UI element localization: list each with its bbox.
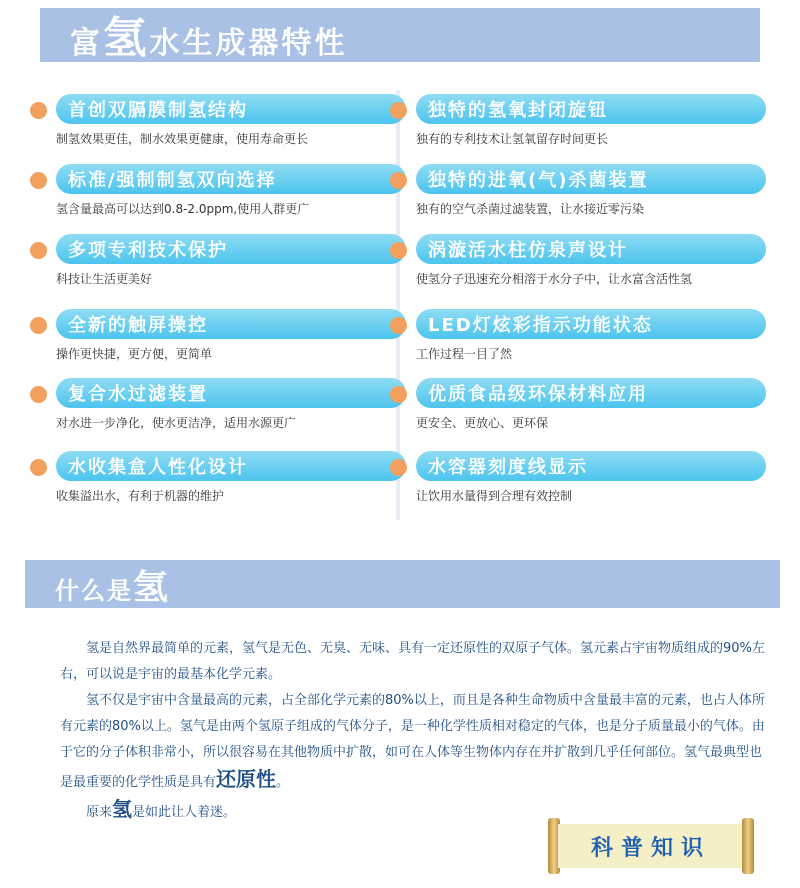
bullet-icon xyxy=(390,459,407,476)
feature-item xyxy=(30,234,390,294)
scroll-badge xyxy=(548,818,754,874)
bullet-icon xyxy=(30,102,47,119)
feature-item xyxy=(30,164,390,224)
feature-title: 独特的进氧(气)杀菌装置 xyxy=(416,164,766,194)
scroll-rod-right xyxy=(742,818,754,874)
feature-description: 独有的专利技术让氢氧留存时间更长 xyxy=(416,132,609,146)
bullet-icon xyxy=(30,172,47,189)
feature-item xyxy=(30,94,390,154)
article xyxy=(60,636,770,826)
feature-item xyxy=(390,164,750,224)
emphasis-text: 还原性 xyxy=(216,767,277,791)
feature-description: 更安全、更放心、更环保 xyxy=(416,416,549,430)
feature-item xyxy=(30,451,390,511)
title-banner xyxy=(40,8,760,62)
feature-description: 氢含量最高可以达到0.8-2.0ppm,使用人群更广 xyxy=(56,202,310,216)
feature-description: 对水进一步净化，使水更洁净，适用水源更广 xyxy=(56,416,297,430)
feature-description: 科技让生活更美好 xyxy=(56,272,153,286)
feature-item xyxy=(390,94,750,154)
feature-description: 工作过程一目了然 xyxy=(416,347,513,361)
bullet-icon xyxy=(30,459,47,476)
feature-item xyxy=(390,234,750,294)
feature-title: 水容器刻度线显示 xyxy=(416,451,766,481)
feature-title: 复合水过滤装置 xyxy=(56,378,406,408)
feature-title: 多项专利技术保护 xyxy=(56,234,406,264)
paragraph-3: 原来氢是如此让人着迷。 xyxy=(86,797,237,821)
feature-item xyxy=(30,378,390,438)
paragraph-2: 氢不仅是宇宙中含量最高的元素，占全部化学元素的80%以上，而且是各种生命物质中含量最丰富的元素，也占人体所有元素的80%以上。氢气是由两个氢原子组成的气体分子，是一种化学性质相对稳定的气体，也是分子质量最小的气体。由于它的分子体积非常小，所以很容易在其他物质中扩散，如可在人体等生物体内存在并扩散到几乎任何部位。氢气最典型也是最重要的化学性质是具有还原性。 xyxy=(60,693,765,791)
page-title: 富氢水生成器特性 xyxy=(70,14,348,64)
feature-title: 全新的触屏操控 xyxy=(56,309,406,339)
feature-description: 操作更快捷，更方便，更简单 xyxy=(56,347,213,361)
feature-description: 收集溢出水，有利于机器的维护 xyxy=(56,489,225,503)
bullet-icon xyxy=(30,242,47,259)
feature-title: LED灯炫彩指示功能状态 xyxy=(416,309,766,339)
feature-item xyxy=(30,309,390,369)
scroll-label: 科普知识 xyxy=(558,824,744,868)
bullet-icon xyxy=(390,242,407,259)
feature-title: 水收集盒人性化设计 xyxy=(56,451,406,481)
bullet-icon xyxy=(390,386,407,403)
feature-title: 涡漩活水柱仿泉声设计 xyxy=(416,234,766,264)
feature-title: 标准/强制制氢双向选择 xyxy=(56,164,406,194)
bullet-icon xyxy=(390,102,407,119)
section-title: 什么是氢 xyxy=(55,568,170,608)
feature-description: 独有的空气杀菌过滤装置，让水接近零污染 xyxy=(416,202,645,216)
feature-item xyxy=(390,451,750,511)
feature-item xyxy=(390,378,750,438)
bullet-icon xyxy=(390,172,407,189)
feature-title: 首创双膈膜制氢结构 xyxy=(56,94,406,124)
feature-title: 优质食品级环保材料应用 xyxy=(416,378,766,408)
feature-description: 制氢效果更佳，制水效果更健康，使用寿命更长 xyxy=(56,132,309,146)
paragraph-1: 氢是自然界最简单的元素，氢气是无色、无臭、无味、具有一定还原性的双原子气体。氢元素占宇宙物质组成的90%左右，可以说是宇宙的最基本化学元素。 xyxy=(60,641,765,682)
bullet-icon xyxy=(30,386,47,403)
bullet-icon xyxy=(390,317,407,334)
feature-description: 使氢分子迅速充分相溶于水分子中，让水富含活性氢 xyxy=(416,272,693,286)
feature-item xyxy=(390,309,750,369)
bullet-icon xyxy=(30,317,47,334)
feature-description: 让饮用水量得到合理有效控制 xyxy=(416,489,573,503)
feature-title: 独特的氢氧封闭旋钮 xyxy=(416,94,766,124)
section-banner xyxy=(25,560,780,608)
